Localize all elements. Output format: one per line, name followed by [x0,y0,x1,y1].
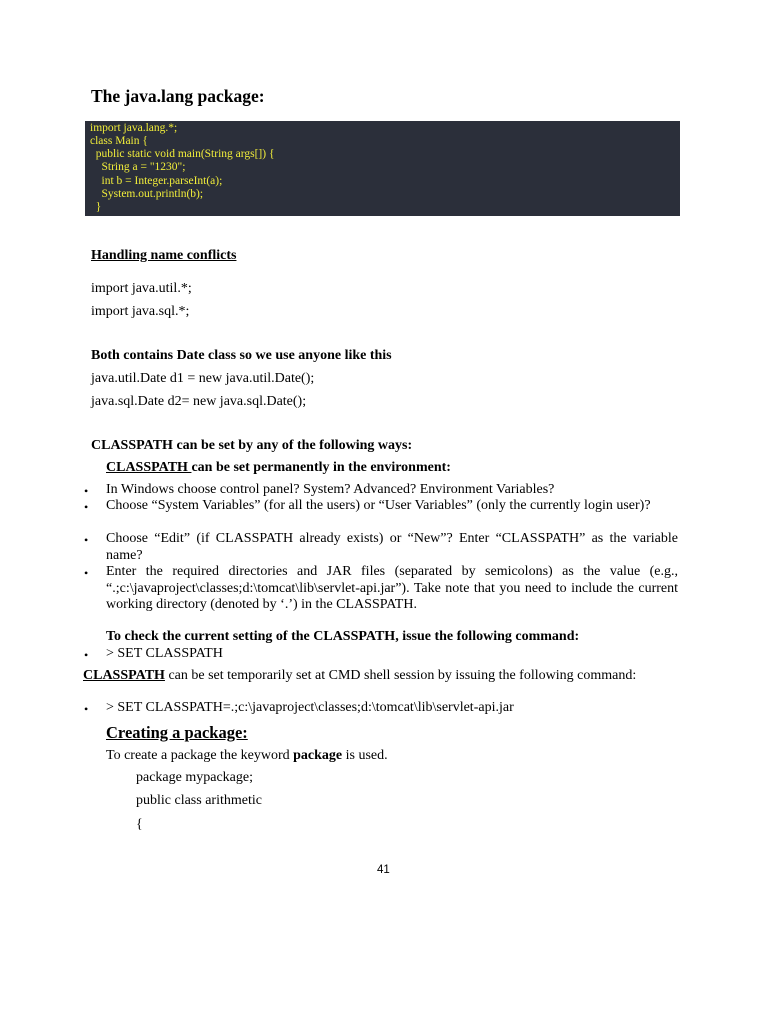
package-code-line: package mypackage; [136,770,253,785]
classpath-step: Choose “System Variables” (for all the users) or “User Variables” (only the currently login user)? [106,498,651,513]
bullet-icon: • [84,533,89,547]
java-lang-heading: The java.lang package: [91,86,265,106]
classpath-temp-paragraph: CLASSPATH can be set temporarily set at CMD shell session by issuing the following command: [83,668,637,683]
classpath-term: CLASSPATH [83,668,165,683]
import-line: import java.util.*; [91,281,192,296]
java-lang-code-block [85,121,680,216]
package-code-line: { [136,817,143,832]
classpath-term: CLASSPATH [106,460,192,475]
date-example: java.util.Date d1 = new java.util.Date(); [91,371,315,386]
temp-command: > SET CLASSPATH=.;c:\javaproject\classes;d:\tomcat\lib\servlet-api.jar [106,700,514,715]
page-number: 41 [377,864,390,876]
check-command: > SET CLASSPATH [106,646,223,661]
import-line: import java.sql.*; [91,304,190,319]
package-keyword: package [293,748,343,763]
code-line: String a = "1230"; [90,161,186,173]
classpath-heading: CLASSPATH can be set by any of the following ways: [91,438,413,453]
date-example: java.sql.Date d2= new java.sql.Date(); [91,394,307,409]
code-line: class Main { [90,135,148,147]
bullet-icon: • [84,484,89,498]
bullet-icon: • [84,648,89,662]
code-line: import java.lang.*; [90,122,178,134]
code-line: int b = Integer.parseInt(a); [90,175,223,187]
check-classpath-heading: To check the current setting of the CLASSPATH, issue the following command: [106,629,580,644]
creating-package-heading: Creating a package: [106,723,248,742]
bullet-icon: • [84,500,89,514]
classpath-permanent-heading: CLASSPATH can be set permanently in the environment: [106,460,451,475]
classpath-step: In Windows choose control panel? System? Advanced? Environment Variables? [106,482,555,497]
bullet-icon: • [84,702,89,716]
name-conflicts-heading: Handling name conflicts [91,248,237,263]
package-intro: To create a package the keyword package is used. [106,748,388,763]
classpath-step: Choose “Edit” (if CLASSPATH already exists) or “New”? Enter “CLASSPATH” as the variable name? [106,531,678,563]
code-line: } [90,201,102,213]
classpath-step: Enter the required directories and JAR files (separated by semicolons) as the value (e.g., “.;c:\javaproject\classes;d:\tomcat\lib\servlet-api.jar”). Take note that you need to include the current working directory (denoted by ‘.’) in the CLASSPATH. [106,564,678,612]
bullet-icon: • [84,566,89,580]
code-line: public static void main(String args[]) { [90,148,275,160]
code-line: System.out.println(b); [90,188,204,200]
package-code-line: public class arithmetic [136,793,262,808]
date-class-note: Both contains Date class so we use anyone like this [91,348,392,363]
